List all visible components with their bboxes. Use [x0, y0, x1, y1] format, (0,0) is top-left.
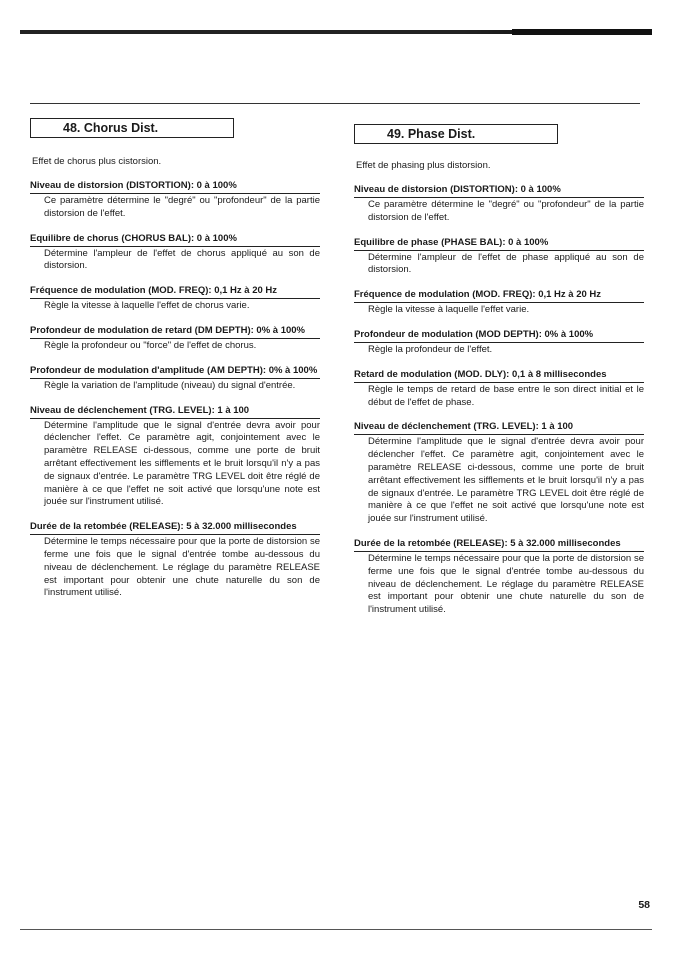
section-intro: Effet de chorus plus cistorsion.	[32, 156, 162, 167]
param-trg-level	[354, 421, 644, 526]
param-chorus-bal	[30, 233, 320, 274]
param-distortion	[30, 180, 320, 221]
header-bar	[20, 30, 652, 34]
param-heading: Retard de modulation (MOD. DLY): 0,1 à 8 millisecondes	[354, 369, 644, 383]
param-trg-level	[30, 405, 320, 510]
param-heading: Niveau de distorsion (DISTORTION): 0 à 100%	[30, 180, 320, 194]
param-description: Détermine le temps nécessaire pour que la porte de distorsion se ferme une fois que le signal d'entrée tombe au-dessous du niveau de déclenchement. Le réglage du paramètre RELEASE est important pour obtenir une chute naturelle du son de l'instrument utilisé.	[44, 536, 320, 599]
page-number: 58	[638, 899, 650, 911]
param-description: Détermine l'amplitude que le signal d'entrée devra avoir pour déclencher l'effet. Ce paramètre agit, conjointement avec le paramètre RELEASE ci-dessous, comme une porte de bruit arrêtant effectivement les sifflements et le bruit lorsqu'il n'y a pas de signaux d'entrée. Le paramètre TRG LEVEL doit être réglé de manière à ce que l'effet ne soit activé que lorsqu'une note est jouée sur l'instrument utilisé.	[368, 436, 644, 525]
param-description: Détermine l'ampleur de l'effet de chorus appliqué au son de distorsion.	[44, 247, 320, 272]
param-heading: Equilibre de phase (PHASE BAL): 0 à 100%	[354, 237, 644, 251]
section-title: 49. Phase Dist.	[354, 124, 558, 144]
param-description: Règle la vitesse à laquelle l'effet de chorus varie.	[44, 300, 250, 312]
param-description: Détermine le temps nécessaire pour que la porte de distorsion se ferme une fois que le signal d'entrée tombe au-dessous du niveau de déclenchement. Le réglage du paramètre RELEASE est important pour obtenir une chute naturelle du son de l'instrument utilisé.	[368, 552, 644, 616]
param-heading: Niveau de déclenchement (TRG. LEVEL): 1 à 100	[30, 405, 320, 419]
param-heading: Profondeur de modulation (MOD DEPTH): 0% à 100%	[354, 329, 644, 343]
footer-rule	[20, 929, 652, 930]
header-rule	[30, 103, 640, 104]
section-chorus-dist	[30, 118, 320, 612]
param-description: Règle la vitesse à laquelle l'effet varie.	[368, 304, 530, 316]
param-heading: Niveau de distorsion (DISTORTION): 0 à 100%	[354, 184, 644, 198]
param-description: Règle la profondeur ou "force" de l'effet de chorus.	[44, 339, 257, 351]
param-heading: Profondeur de modulation de retard (DM DEPTH): 0% à 100%	[30, 325, 320, 339]
param-heading: Profondeur de modulation d'amplitude (AM DEPTH): 0% à 100%	[30, 365, 320, 379]
param-heading: Equilibre de chorus (CHORUS BAL): 0 à 100%	[30, 233, 320, 247]
param-heading: Fréquence de modulation (MOD. FREQ): 0,1 Hz à 20 Hz	[30, 285, 320, 299]
param-dm-depth	[30, 325, 320, 353]
param-heading: Niveau de déclenchement (TRG. LEVEL): 1 à 100	[354, 421, 644, 435]
param-mod-freq	[30, 285, 320, 313]
section-intro: Effet de phasing plus distorsion.	[356, 160, 491, 171]
param-mod-depth	[354, 329, 644, 357]
param-description: Règle la variation de l'amplitude (niveau) du signal d'entrée.	[44, 379, 296, 391]
param-heading: Durée de la retombée (RELEASE): 5 à 32.000 millisecondes	[354, 538, 644, 552]
param-heading: Fréquence de modulation (MOD. FREQ): 0,1 Hz à 20 Hz	[354, 289, 644, 303]
section-title: 48. Chorus Dist.	[30, 118, 234, 138]
param-distortion	[354, 184, 644, 225]
param-mod-freq	[354, 289, 644, 317]
section-phase-dist	[354, 124, 644, 629]
param-release	[30, 521, 320, 600]
param-description: Règle le temps de retard de base entre le son direct initial et le début de l'effet de phase.	[368, 383, 644, 408]
param-description: Détermine l'amplitude que le signal d'entrée devra avoir pour déclencher l'effet. Ce paramètre agit, conjointement avec le paramètre RELEASE ci-dessous, comme une porte de bruit arrêtant effectivement les sifflements et le bruit lorsqu'il n'y a pas de signaux d'entrée. Le paramètre TRG LEVEL doit être réglé de manière à ce que l'effet ne soit activé que lorsqu'une note est jouée sur l'instrument utilisé.	[44, 419, 320, 508]
param-release	[354, 538, 644, 617]
param-description: Ce paramètre détermine le "degré" ou "profondeur" de la partie distorsion de l'effet.	[368, 199, 644, 223]
param-heading: Durée de la retombée (RELEASE): 5 à 32.000 millisecondes	[30, 521, 320, 535]
param-phase-bal	[354, 237, 644, 278]
param-description: Ce paramètre détermine le "degré" ou "profondeur" de la partie distorsion de l'effet.	[44, 195, 320, 219]
param-description: Détermine l'ampleur de l'effet de phase appliqué au son de distorsion.	[368, 251, 644, 276]
param-am-depth	[30, 365, 320, 393]
param-description: Règle la profondeur de l'effet.	[368, 343, 493, 355]
param-mod-dly	[354, 369, 644, 410]
